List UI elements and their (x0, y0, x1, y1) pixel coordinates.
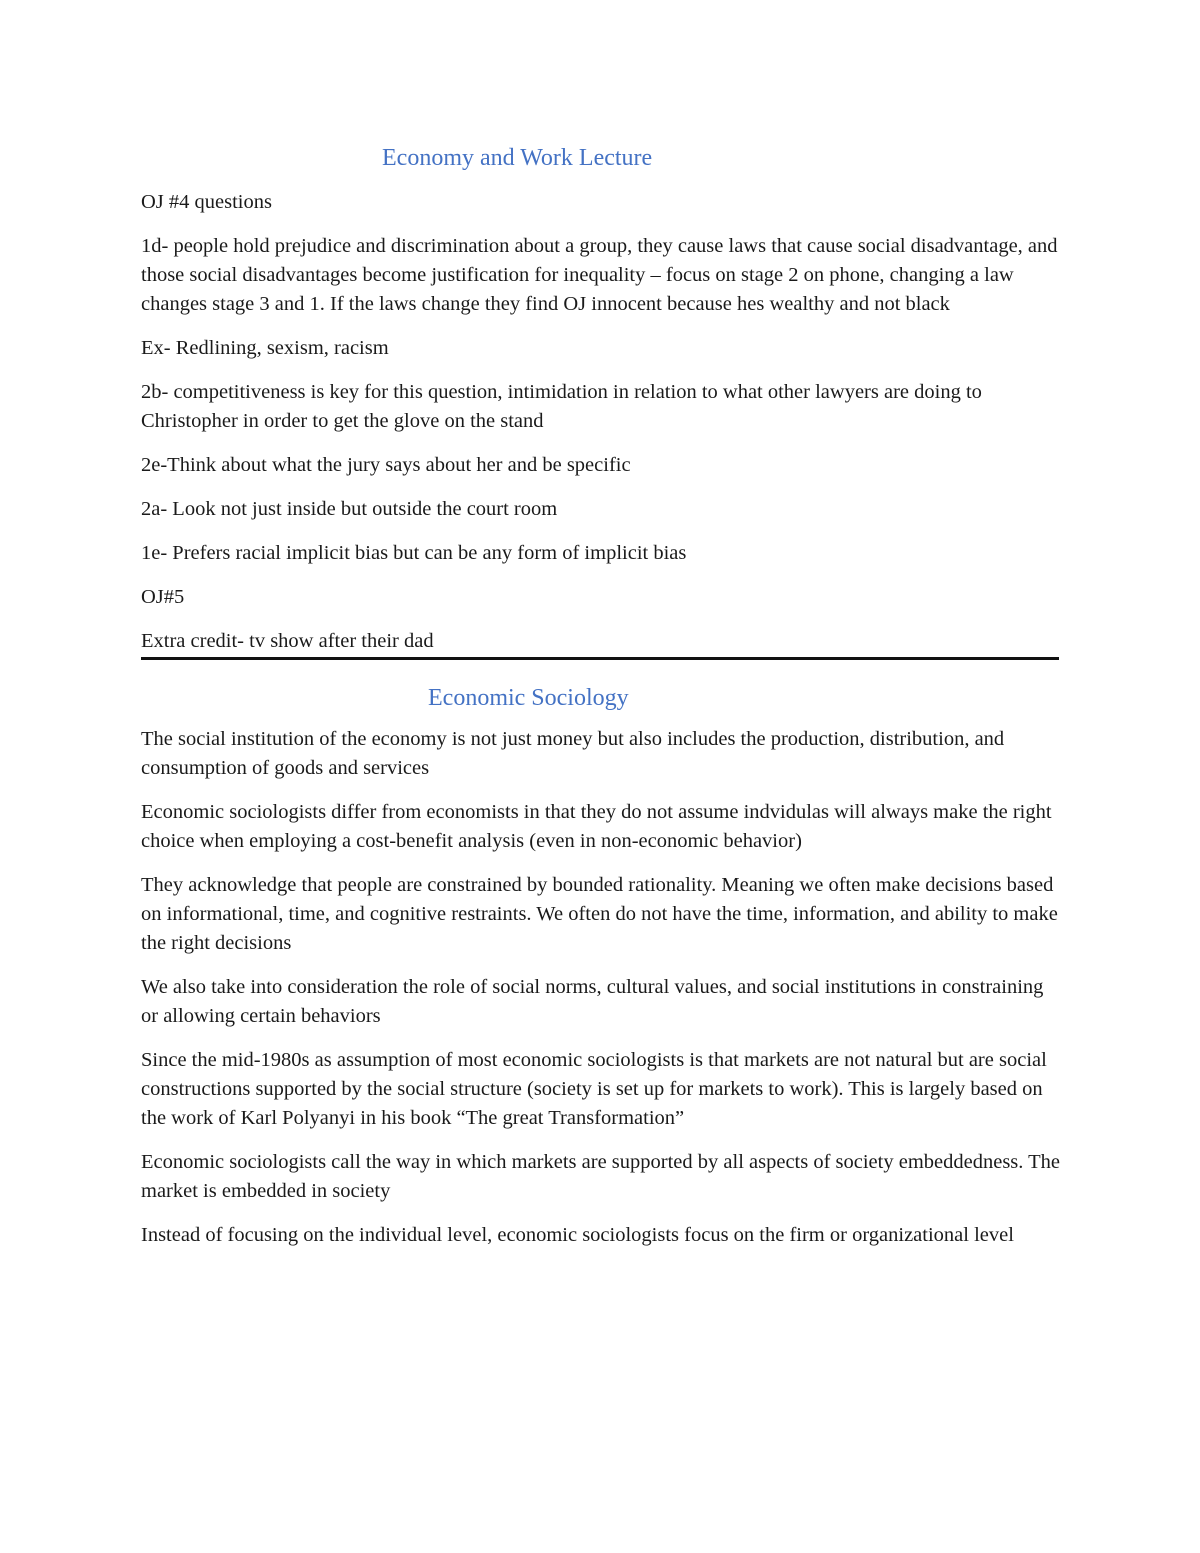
section-title: Economic Sociology (428, 685, 629, 711)
lecture-title: Economy and Work Lecture (382, 145, 653, 171)
note-paragraph: OJ #4 questions (141, 191, 272, 213)
note-paragraph: 2a- Look not just inside but outside the court room (141, 498, 558, 520)
note-paragraph: OJ#5 (141, 586, 185, 608)
body-paragraph: We also take into consideration the role of social norms, cultural values, and social institutions in constraining or allowing certain behaviors (141, 976, 1044, 1027)
body-paragraph: They acknowledge that people are constrained by bounded rationality. Meaning we often make decisions based on informational, time, and cognitive restraints. We often do not have the time, information, and ability to make the right decisions (141, 874, 1058, 954)
note-paragraph: 2b- competitiveness is key for this question, intimidation in relation to what other lawyers are doing to Christopher in order to get the glove on the stand (141, 381, 982, 432)
note-paragraph: 1d- people hold prejudice and discrimination about a group, they cause laws that cause social disadvantage, and those social disadvantages become justification for inequality – focus on stage 2 on phone, changing a law changes stage 3 and 1. If the laws change they find OJ innocent because hes wealthy and not black (141, 235, 1058, 315)
body-paragraph: The social institution of the economy is not just money but also includes the production, distribution, and consumption of goods and services (141, 728, 1005, 779)
body-paragraph: Instead of focusing on the individual level, economic sociologists focus on the firm or organizational level (141, 1224, 1014, 1246)
lecture-notes-section (141, 140, 1061, 656)
note-paragraph: Ex- Redlining, sexism, racism (141, 337, 389, 359)
note-paragraph: 2e-Think about what the jury says about her and be specific (141, 454, 631, 476)
body-paragraph: Since the mid-1980s as assumption of most economic sociologists is that markets are not natural but are social constructions supported by the social structure (society is set up for markets to work). This is largely based on the work of Karl Polyanyi in his book “The great Transformation” (141, 1049, 1047, 1129)
body-paragraph: Economic sociologists differ from economists in that they do not assume indvidulas will always make the right choice when employing a cost-benefit analysis (even in non-economic behavior) (141, 801, 1052, 852)
body-paragraph: Economic sociologists call the way in which markets are supported by all aspects of society embeddedness. The market is embedded in society (141, 1151, 1061, 1202)
note-paragraph: 1e- Prefers racial implicit bias but can be any form of implicit bias (141, 542, 687, 564)
document-page (141, 140, 1061, 1265)
note-paragraph: Extra credit- tv show after their dad (141, 630, 434, 652)
section-divider (141, 657, 1059, 660)
economic-sociology-section (141, 680, 1061, 1250)
